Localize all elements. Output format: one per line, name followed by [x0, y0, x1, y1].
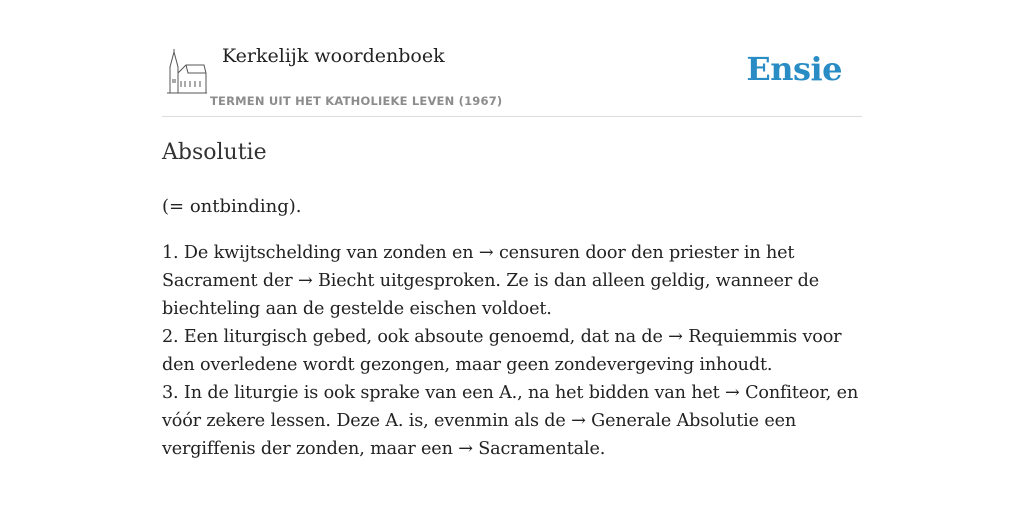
xref-link-censuren[interactable]: → censuren [478, 243, 580, 263]
definition-text: voor den overledene wordt gezongen, maar geen zondevergeving inhoudt. [162, 327, 842, 375]
ensie-logo-link[interactable]: Ensie [746, 50, 842, 88]
definition-text: uitgesproken. Ze is dan alleen geldig, wanneer de biechteling aan de gestelde eischen voldoet. [162, 271, 819, 319]
xref-link-generale-absolutie[interactable]: → Generale Absolutie [571, 411, 759, 431]
definition-text: , en vóór zekere lessen. Deze A. is, evenmin als de [162, 383, 859, 431]
page-container [162, 0, 862, 459]
definition-paragraph-1 [162, 239, 868, 323]
entry-body [162, 239, 868, 463]
church-icon[interactable] [165, 49, 207, 95]
definition-text: 1. De kwijtschelding van zonden en [162, 243, 479, 263]
site-header [162, 0, 862, 117]
xref-link-sacramentale[interactable]: → Sacramentale [458, 439, 600, 459]
definition-text: 3. In de liturgie is ook sprake van een A., na het bidden van het [162, 383, 726, 403]
entry-intro: (= ontbinding). [162, 196, 302, 217]
definition-text: 2. Een liturgisch gebed, ook absoute genoemd, dat na de [162, 327, 669, 347]
dictionary-title[interactable]: Kerkelijk woordenboek [222, 45, 445, 67]
xref-link-biecht[interactable]: → Biecht [297, 271, 375, 291]
definition-paragraph-2 [162, 323, 868, 379]
definition-paragraph-3 [162, 379, 868, 463]
definition-text: . [599, 439, 606, 459]
xref-link-requiemmis[interactable]: → Requiemmis [668, 327, 798, 347]
definition-text: door den priester in het Sacrament der [162, 243, 795, 291]
entry-title: Absolutie [162, 140, 267, 165]
definition-text: een vergiffenis der zonden, maar een [162, 411, 797, 459]
dictionary-subtitle: TERMEN UIT HET KATHOLIEKE LEVEN (1967) [210, 94, 503, 108]
xref-link-confiteor[interactable]: → Confiteor [725, 383, 826, 403]
